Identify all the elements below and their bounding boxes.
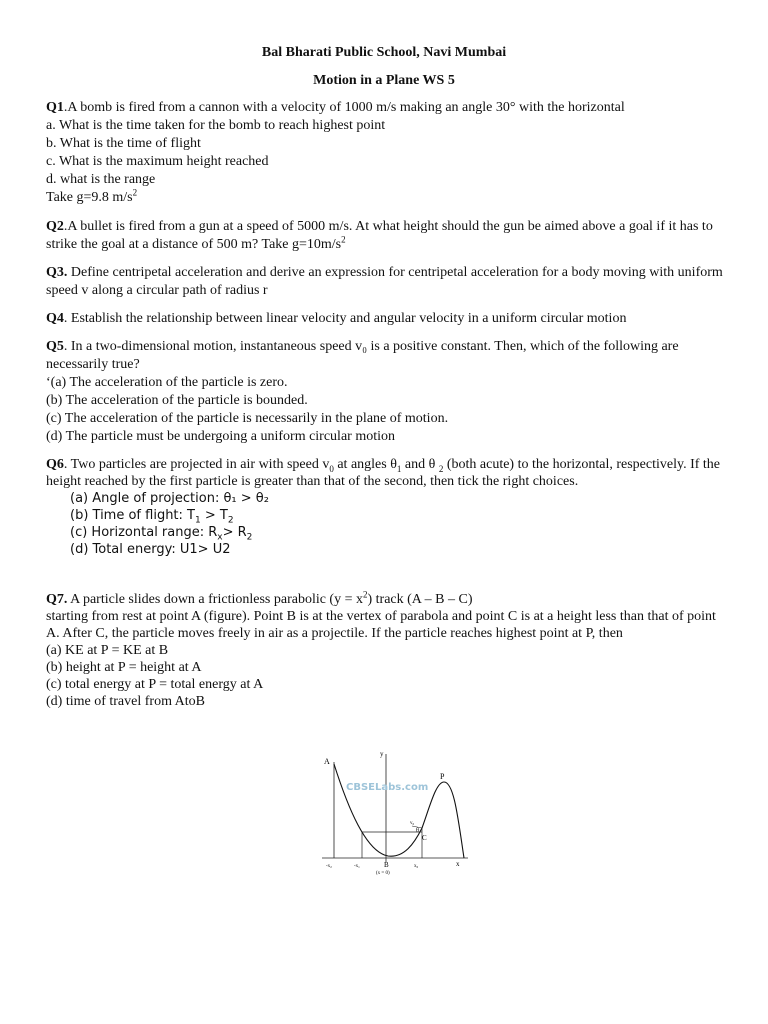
q5-text: . In a two-dimensional motion, instantaneous speed v₀ is a positive constant. Then, which of the following are necessarily true? (46, 339, 679, 372)
q6-text-mid2: and θ (401, 457, 439, 472)
q6-c-sub1: x (217, 532, 223, 543)
q6-b-sub1: 1 (194, 515, 201, 526)
q7-text-pre: A particle slides down a frictionless parabolic (y = x (67, 592, 363, 607)
label-x0: x₀ (414, 864, 419, 869)
q1-part-b: b. What is the time of flight (46, 136, 201, 151)
q3-text: Define centripetal acceleration and derive an expression for centripetal acceleration for a body moving with uniform speed v along a circular path of radius r (46, 265, 723, 298)
parabolic-track-figure (318, 748, 474, 878)
q6-option-a: (a) Angle of projection: θ₁ > θ₂ (70, 491, 269, 506)
worksheet-title: Motion in a Plane WS 5 (313, 73, 455, 88)
q7-option-c: (c) total energy at P = total energy at A (46, 677, 264, 692)
q6-option-b: (b) Time of flight: T (70, 508, 195, 523)
school-name: Bal Bharati Public School, Navi Mumbai (261, 45, 507, 60)
q6-b-sub2: 2 (227, 515, 234, 526)
q1-number: Q1 (46, 100, 64, 115)
q6-option-d: (d) Total energy: U1> U2 (70, 542, 231, 557)
label-x2: -x₂ (326, 864, 332, 869)
q7-option-a: (a) KE at P = KE at B (46, 643, 169, 658)
q6-c-sub2: 2 (246, 532, 253, 543)
q7-text-post: ) track (A – B – C) (367, 592, 473, 607)
q4-text: . Establish the relationship between linear velocity and angular velocity in a uniform circular motion (63, 311, 627, 326)
question-2 (46, 218, 726, 254)
q6-theta2-sub: 2 (438, 463, 444, 474)
q5-option-c: (c) The acceleration of the particle is necessarily in the plane of motion. (46, 411, 449, 426)
q1-gravity-exp: 2 (132, 187, 138, 198)
q7-option-d: (d) time of travel from AtoB (46, 694, 206, 709)
q7-exp: 2 (363, 589, 368, 600)
q1-part-c: c. What is the maximum height reached (46, 154, 269, 169)
q6-v-sub: 0 (329, 463, 334, 474)
parabola-track (334, 764, 422, 856)
q3-number: Q3. (46, 265, 68, 280)
q1-gravity: Take g=9.8 m/s (46, 190, 133, 205)
question-6 (46, 456, 726, 558)
label-p: P (440, 772, 445, 781)
q2-number: Q2 (46, 219, 64, 234)
label-v0: v₀ (410, 821, 415, 826)
q7-number: Q7. (46, 592, 68, 607)
label-b-note: (x = 0) (376, 871, 390, 876)
q4-number: Q4 (46, 311, 64, 326)
q1-text: .A bomb is fired from a cannon with a velocity of 1000 m/s making an angle 30° with the horizontal (63, 100, 625, 115)
watermark-logo: CBSELabs.com (346, 782, 429, 793)
q2-exp: 2 (341, 234, 346, 245)
q6-text-post: (both acute) to the horizontal, respectively. If the height reached by the first particle is greater than that of the second, then tick the right choices. (46, 457, 720, 489)
question-1 (46, 99, 726, 207)
q1-part-a: a. What is the time taken for the bomb to reach highest point (46, 118, 386, 133)
q2-text: .A bullet is fired from a gun at a speed of 5000 m/s. At what height should the gun be aimed above a goal if it has to strike the goal at a distance of 500 m? Take g=10m/s (46, 219, 713, 252)
label-c: C (422, 834, 427, 842)
label-a: A (324, 757, 330, 766)
label-b: B (384, 861, 389, 869)
q6-b-mid: > T (200, 508, 228, 523)
label-x1: -x₁ (354, 864, 360, 869)
q7-option-b: (b) height at P = height at A (46, 660, 202, 675)
q6-text-pre: . Two particles are projected in air with speed v (63, 457, 330, 472)
question-5 (46, 338, 726, 446)
track-diagram (318, 748, 474, 878)
q5-option-d: (d) The particle must be undergoing a uniform circular motion (46, 429, 395, 444)
question-4 (46, 310, 726, 328)
q7-text-body: starting from rest at point A (figure). Point B is at the vertex of parabola and point C is at a height less than that of point A. After C, the particle moves freely in air as a projectile. If the particle reaches highest point at P, then (46, 609, 716, 641)
q6-c-mid: > R (222, 525, 247, 540)
label-x: x (456, 860, 460, 868)
q5-number: Q5 (46, 339, 64, 354)
q6-theta1-sub: 1 (396, 463, 402, 474)
question-3 (46, 264, 726, 300)
q6-number: Q6 (46, 457, 64, 472)
question-7 (46, 591, 726, 710)
projectile-path (422, 782, 464, 858)
q5-option-b: (b) The acceleration of the particle is bounded. (46, 393, 308, 408)
q5-option-a: ‘(a) The acceleration of the particle is zero. (46, 375, 288, 390)
label-y: y (380, 750, 384, 758)
q1-part-d: d. what is the range (46, 172, 156, 187)
q6-text-mid1: at angles θ (333, 457, 397, 472)
label-theta: θ (416, 828, 419, 834)
q6-option-c: (c) Horizontal range: R (70, 525, 218, 540)
